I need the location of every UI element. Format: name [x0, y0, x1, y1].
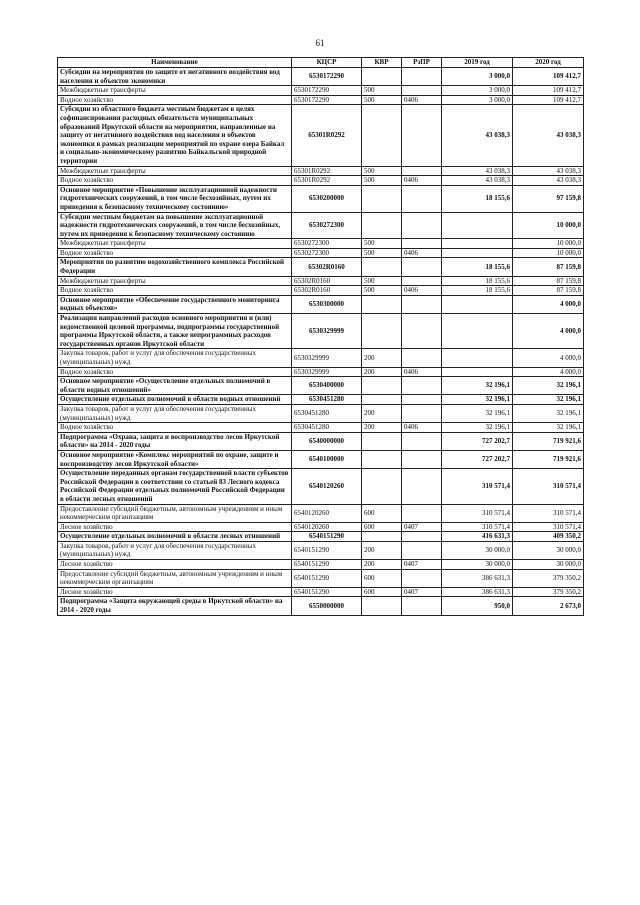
table-row — [58, 295, 584, 313]
row-value-2020: 4 000,0 — [513, 367, 584, 377]
table-row — [58, 377, 584, 395]
row-rzpr — [402, 166, 442, 176]
row-kvr — [362, 597, 402, 615]
table-row — [58, 314, 584, 349]
row-value-2020: 32 196,1 — [513, 395, 584, 405]
row-kvr: 500 — [362, 176, 402, 186]
row-kvr: 500 — [362, 276, 402, 286]
row-name: Осуществление отдельных полномочий в области водных отношений — [58, 395, 292, 405]
row-rzpr — [402, 377, 442, 395]
row-kcsr: 65301R0292 — [292, 105, 362, 166]
row-value-2019: 32 196,1 — [442, 404, 513, 422]
row-value-2020: 109 412,7 — [513, 86, 584, 96]
table-row — [58, 587, 584, 597]
table-row — [58, 248, 584, 258]
page-number: 61 — [315, 38, 325, 48]
row-value-2019: 32 196,1 — [442, 423, 513, 433]
row-value-2020: 10 000,0 — [513, 212, 584, 239]
row-value-2019: 310 571,4 — [442, 522, 513, 532]
row-rzpr — [402, 349, 442, 367]
table-row — [58, 395, 584, 405]
row-value-2020: 310 571,4 — [513, 469, 584, 504]
row-kvr: 600 — [362, 504, 402, 522]
row-value-2019: 18 155,6 — [442, 258, 513, 276]
row-name: Межбюджетные трансферты — [58, 166, 292, 176]
table-row — [58, 176, 584, 186]
row-value-2020: 4 000,0 — [513, 349, 584, 367]
table-row — [58, 68, 584, 86]
row-rzpr — [402, 105, 442, 166]
table-row — [58, 86, 584, 96]
row-kcsr: 65302R0160 — [292, 258, 362, 276]
row-kvr — [362, 105, 402, 166]
row-name: Лесное хозяйство — [58, 560, 292, 570]
row-value-2019: 727 202,7 — [442, 432, 513, 450]
row-name: Осуществление отдельных полномочий в области лесных отношений — [58, 532, 292, 542]
row-rzpr — [402, 541, 442, 559]
table-row — [58, 367, 584, 377]
row-rzpr: 0406 — [402, 423, 442, 433]
row-rzpr — [402, 86, 442, 96]
row-value-2019: 43 038,3 — [442, 176, 513, 186]
row-name: Водное хозяйство — [58, 248, 292, 258]
row-value-2020: 32 196,1 — [513, 377, 584, 395]
row-name: Предоставление субсидий бюджетным, автономным учреждениям и иным некоммерческим организациям — [58, 504, 292, 522]
row-value-2020: 310 571,4 — [513, 522, 584, 532]
row-rzpr: 0407 — [402, 560, 442, 570]
row-kcsr: 6530272300 — [292, 239, 362, 249]
row-kcsr: 65301R0292 — [292, 166, 362, 176]
row-value-2019: 18 155,6 — [442, 286, 513, 296]
row-kvr — [362, 395, 402, 405]
row-kvr: 500 — [362, 95, 402, 105]
table-row — [58, 276, 584, 286]
row-kvr: 600 — [362, 587, 402, 597]
row-rzpr: 0406 — [402, 95, 442, 105]
table-row — [58, 597, 584, 615]
row-kvr — [362, 469, 402, 504]
budget-table — [57, 57, 584, 616]
row-kvr: 200 — [362, 541, 402, 559]
row-name: Осуществление переданных органам государственной власти субъектов Российской Федерации в соответствии со статьей 83 Лесного кодекса Российской Федерации отдельных полномочий Российской Федерации в области лесных отношений — [58, 469, 292, 504]
row-name: Закупка товаров, работ и услуг для обеспечения государственных (муниципальных) нужд — [58, 349, 292, 367]
row-name: Реализация направлений расходов основного мероприятия и (или) ведомственной целевой программы, подпрограммы государственной программы Иркутской области, а также непрограммных расходов государственных органов Иркутской области — [58, 314, 292, 349]
table-row — [58, 560, 584, 570]
row-value-2020: 4 000,0 — [513, 295, 584, 313]
row-name: Межбюджетные трансферты — [58, 276, 292, 286]
table-row — [58, 532, 584, 542]
row-name: Лесное хозяйство — [58, 522, 292, 532]
row-kcsr: 6540151290 — [292, 560, 362, 570]
row-value-2019 — [442, 349, 513, 367]
row-name: Закупка товаров, работ и услуг для обеспечения государственных (муниципальных) нужд — [58, 404, 292, 422]
row-rzpr — [402, 469, 442, 504]
row-value-2020: 97 159,8 — [513, 185, 584, 212]
row-name: Подпрограмма «Защита окружающей среды в Иркутской области» на 2014 - 2020 годы — [58, 597, 292, 615]
row-kcsr: 6530300000 — [292, 295, 362, 313]
row-kvr — [362, 295, 402, 313]
row-name: Предоставление субсидий бюджетным, автономным учреждениям и иным некоммерческим организациям — [58, 569, 292, 587]
row-name: Водное хозяйство — [58, 286, 292, 296]
row-kvr — [362, 432, 402, 450]
row-value-2019: 3 000,0 — [442, 68, 513, 86]
row-value-2019: 18 155,6 — [442, 185, 513, 212]
row-rzpr: 0406 — [402, 367, 442, 377]
row-rzpr — [402, 212, 442, 239]
row-rzpr — [402, 295, 442, 313]
table-row — [58, 504, 584, 522]
table-row — [58, 166, 584, 176]
table-row — [58, 95, 584, 105]
row-kcsr: 65301R0292 — [292, 176, 362, 186]
row-name: Основное мероприятие «Комплекс мероприятий по охране, защите и воспроизводству лесов Иркутской области» — [58, 450, 292, 468]
row-rzpr — [402, 504, 442, 522]
row-kvr — [362, 185, 402, 212]
row-kcsr: 6540151290 — [292, 587, 362, 597]
row-name: Лесное хозяйство — [58, 587, 292, 597]
row-value-2020: 32 196,1 — [513, 423, 584, 433]
row-rzpr: 0406 — [402, 248, 442, 258]
table-row — [58, 212, 584, 239]
row-kvr: 500 — [362, 86, 402, 96]
row-value-2019: 416 631,3 — [442, 532, 513, 542]
row-value-2019: 3 000,0 — [442, 86, 513, 96]
row-value-2020: 310 571,4 — [513, 504, 584, 522]
row-value-2019 — [442, 314, 513, 349]
row-rzpr — [402, 450, 442, 468]
row-name: Закупка товаров, работ и услуг для обеспечения государственных (муниципальных) нужд — [58, 541, 292, 559]
row-kcsr: 6530329999 — [292, 367, 362, 377]
row-name: Мероприятия по развитию водохозяйственного комплекса Российской Федерации — [58, 258, 292, 276]
row-value-2019: 30 000,0 — [442, 560, 513, 570]
row-rzpr — [402, 432, 442, 450]
row-name: Водное хозяйство — [58, 423, 292, 433]
row-value-2020: 109 412,7 — [513, 95, 584, 105]
row-kcsr: 6540100000 — [292, 450, 362, 468]
table-row — [58, 239, 584, 249]
row-value-2019: 3 000,0 — [442, 95, 513, 105]
header-name: Наименование — [58, 58, 292, 68]
row-value-2020: 379 350,2 — [513, 569, 584, 587]
row-kvr: 200 — [362, 560, 402, 570]
row-value-2020: 10 000,0 — [513, 239, 584, 249]
row-value-2019: 310 571,4 — [442, 504, 513, 522]
row-rzpr: 0407 — [402, 587, 442, 597]
table-row — [58, 432, 584, 450]
header-2020: 2020 год — [513, 58, 584, 68]
table-row — [58, 423, 584, 433]
row-kvr: 200 — [362, 367, 402, 377]
header-kcsr: КЦСР — [292, 58, 362, 68]
table-row — [58, 522, 584, 532]
row-kvr: 200 — [362, 423, 402, 433]
row-rzpr — [402, 239, 442, 249]
row-kvr: 500 — [362, 166, 402, 176]
row-name: Межбюджетные трансферты — [58, 86, 292, 96]
table-row — [58, 469, 584, 504]
row-value-2020: 30 000,0 — [513, 541, 584, 559]
row-value-2019: 32 196,1 — [442, 377, 513, 395]
row-kcsr: 65302R0160 — [292, 276, 362, 286]
row-kcsr: 6540151290 — [292, 569, 362, 587]
row-rzpr: 0406 — [402, 286, 442, 296]
row-kcsr: 6530272300 — [292, 248, 362, 258]
row-value-2020: 32 196,1 — [513, 404, 584, 422]
row-kcsr: 6530451280 — [292, 395, 362, 405]
row-kvr: 200 — [362, 404, 402, 422]
row-name: Основное мероприятие «Обеспечение государственного мониторинга водных объектов» — [58, 295, 292, 313]
row-kcsr: 6540151290 — [292, 532, 362, 542]
table-row — [58, 286, 584, 296]
row-value-2020: 87 159,8 — [513, 286, 584, 296]
row-value-2019 — [442, 212, 513, 239]
row-kvr — [362, 212, 402, 239]
row-kcsr: 65302R0160 — [292, 286, 362, 296]
row-rzpr — [402, 404, 442, 422]
row-value-2020: 43 038,3 — [513, 105, 584, 166]
row-kcsr: 6540120260 — [292, 504, 362, 522]
row-value-2019: 30 000,0 — [442, 541, 513, 559]
row-kcsr: 6530451280 — [292, 423, 362, 433]
row-value-2019: 386 631,3 — [442, 587, 513, 597]
row-name: Основное мероприятие «Повышение эксплуатационной надежности гидротехнических сооружений, в том числе бесхозяйных, путем их приведения к безопасному техническому состоянию» — [58, 185, 292, 212]
table-row — [58, 105, 584, 166]
row-value-2020: 2 673,0 — [513, 597, 584, 615]
row-value-2020: 43 038,3 — [513, 166, 584, 176]
row-name: Водное хозяйство — [58, 367, 292, 377]
row-kcsr: 6530400000 — [292, 377, 362, 395]
row-value-2019: 950,0 — [442, 597, 513, 615]
table-row — [58, 404, 584, 422]
row-value-2019 — [442, 367, 513, 377]
row-value-2019: 43 038,3 — [442, 166, 513, 176]
row-kvr — [362, 450, 402, 468]
row-value-2020: 719 921,6 — [513, 450, 584, 468]
row-kvr — [362, 532, 402, 542]
row-name: Основное мероприятие «Осуществление отдельных полномочий в области водных отношений» — [58, 377, 292, 395]
table-row — [58, 569, 584, 587]
row-kvr: 500 — [362, 286, 402, 296]
row-value-2020: 30 000,0 — [513, 560, 584, 570]
row-name: Субсидии на мероприятия по защите от негативного воздействия вод населения и объектов экономики — [58, 68, 292, 86]
row-kcsr: 6530329999 — [292, 314, 362, 349]
row-value-2020: 87 159,8 — [513, 276, 584, 286]
row-rzpr — [402, 314, 442, 349]
row-kcsr: 6530272300 — [292, 212, 362, 239]
row-rzpr — [402, 185, 442, 212]
row-kcsr: 6540000000 — [292, 432, 362, 450]
row-rzpr — [402, 597, 442, 615]
row-kcsr: 6540151290 — [292, 541, 362, 559]
row-kvr: 500 — [362, 239, 402, 249]
row-name: Субсидии местным бюджетам на повышение эксплуатационной надежности гидротехнических сооружений, в том числе бесхозяйных, путем их приведения к безопасному техническому состоянию — [58, 212, 292, 239]
row-value-2020: 719 921,6 — [513, 432, 584, 450]
row-kvr: 600 — [362, 569, 402, 587]
row-kcsr: 6530451280 — [292, 404, 362, 422]
row-value-2020: 409 350,2 — [513, 532, 584, 542]
row-kvr: 600 — [362, 522, 402, 532]
row-value-2019: 18 155,6 — [442, 276, 513, 286]
row-kcsr: 6530172290 — [292, 68, 362, 86]
row-kvr — [362, 258, 402, 276]
row-kvr — [362, 68, 402, 86]
row-name: Подпрограмма «Охрана, защита и воспроизводство лесов Иркутской области» на 2014 - 2020 годы — [58, 432, 292, 450]
table-header-row — [58, 58, 584, 68]
row-value-2019: 310 571,4 — [442, 469, 513, 504]
row-name: Межбюджетные трансферты — [58, 239, 292, 249]
table-row — [58, 349, 584, 367]
row-value-2020: 4 000,0 — [513, 314, 584, 349]
row-rzpr — [402, 68, 442, 86]
row-kvr: 500 — [362, 248, 402, 258]
row-kvr — [362, 314, 402, 349]
table-row — [58, 185, 584, 212]
row-rzpr: 0407 — [402, 522, 442, 532]
row-rzpr — [402, 276, 442, 286]
row-value-2019 — [442, 239, 513, 249]
row-name: Водное хозяйство — [58, 95, 292, 105]
row-rzpr — [402, 569, 442, 587]
row-rzpr — [402, 395, 442, 405]
row-value-2020: 43 038,3 — [513, 176, 584, 186]
row-value-2019 — [442, 248, 513, 258]
row-value-2020: 379 350,2 — [513, 587, 584, 597]
row-kcsr: 6530172290 — [292, 86, 362, 96]
row-kcsr: 6530200000 — [292, 185, 362, 212]
row-rzpr: 0406 — [402, 176, 442, 186]
row-value-2019 — [442, 295, 513, 313]
row-kvr — [362, 377, 402, 395]
row-kcsr: 6530172290 — [292, 95, 362, 105]
header-kvr: КВР — [362, 58, 402, 68]
row-value-2020: 10 000,0 — [513, 248, 584, 258]
header-rzpr: РзПР — [402, 58, 442, 68]
row-kcsr: 6540120260 — [292, 522, 362, 532]
row-value-2020: 87 159,8 — [513, 258, 584, 276]
row-name: Субсидии из областного бюджета местным бюджетам в целях софинансирования расходных обязательств муниципальных образований Иркутской области на мероприятия, направленные на защиту от негативного воздействия вод населения и объектов экономики в рамках реализации мероприятий по охране озера Байкал и социально-экономическому развитию Байкальской природной территории — [58, 105, 292, 166]
table-row — [58, 541, 584, 559]
row-value-2019: 386 631,3 — [442, 569, 513, 587]
row-name: Водное хозяйство — [58, 176, 292, 186]
table-row — [58, 258, 584, 276]
row-value-2020: 109 412,7 — [513, 68, 584, 86]
row-value-2019: 43 038,3 — [442, 105, 513, 166]
row-kcsr: 6540120260 — [292, 469, 362, 504]
row-kcsr: 6530329999 — [292, 349, 362, 367]
row-kvr: 200 — [362, 349, 402, 367]
header-2019: 2019 год — [442, 58, 513, 68]
row-rzpr — [402, 532, 442, 542]
row-kcsr: 6550000000 — [292, 597, 362, 615]
table-row — [58, 450, 584, 468]
row-value-2019: 32 196,1 — [442, 395, 513, 405]
row-rzpr — [402, 258, 442, 276]
row-value-2019: 727 202,7 — [442, 450, 513, 468]
